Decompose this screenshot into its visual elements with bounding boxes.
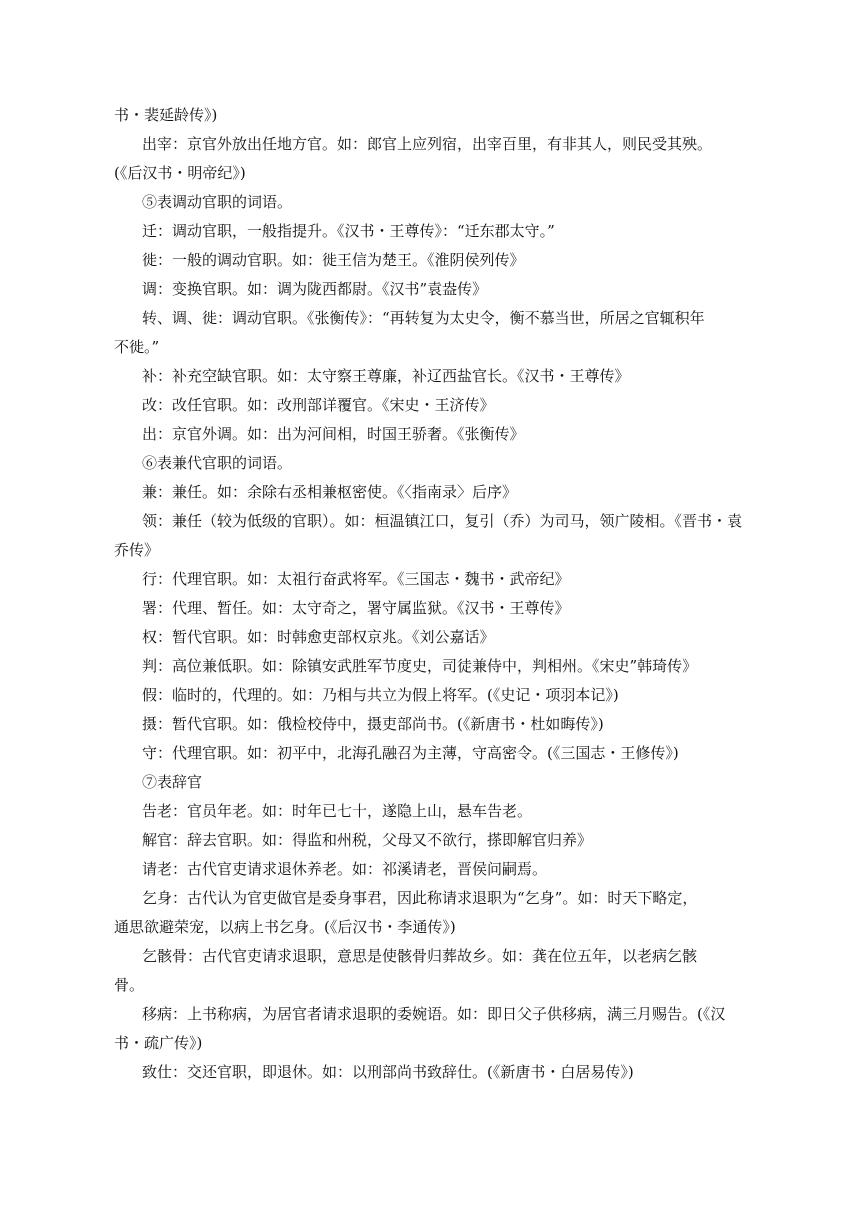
text-line: 行：代理官职。如：太祖行奋武将军。《三国志・魏书・武帝纪》 (142, 570, 570, 588)
text-line: 解官：辞去官职。如：得监和州税，父母又不欲行，搽即解官归养》 (142, 831, 593, 849)
text-line: 徙：一般的调动官职。如：徙王信为楚王。《淮阴侯列传》 (142, 251, 525, 269)
text-line: 迁：调动官职，一般指提升。《汉书・王尊传》：“迁东郡太守。” (142, 222, 555, 240)
text-line: 出宰：京官外放出任地方官。如：郎官上应列宿，出宰百里，有非其人，则民受其殃。 (142, 135, 713, 153)
section-heading: ⑤表调动官职的词语。 (142, 193, 293, 211)
text-line: 权：暂代官职。如：时韩愈吏部权京兆。《刘公嘉话》 (142, 628, 495, 646)
text-line: 署：代理、暂任。如：太守奇之，署守属监狱。《汉书・王尊传》 (142, 599, 570, 617)
text-line: 请老：古代官吏请求退休养老。如：祁溪请老，晋侯问嗣焉。 (142, 860, 548, 878)
text-line: (《后汉书・明帝纪》) (114, 164, 246, 182)
text-line: 改：改任官职。如：改刑部详覆官。《宋史・王济传》 (142, 396, 495, 414)
text-line: 骨。 (114, 976, 145, 994)
text-line: 守：代理官职。如：初平中，北海孔融召为主薄，守高密令。(《三国志・王修传》) (142, 744, 679, 762)
text-line: 转、调、徙：调动官职。《张衡传》：“再转复为太史令，衡不慕当世，所居之官辄积年 (142, 309, 705, 327)
text-line: 假：临时的，代理的。如：乃相与共立为假上将军。(《史记・项羽本记》) (142, 686, 619, 704)
text-line: 乞骸骨：古代官吏请求退职，意思是使骸骨归葬故乡。如：龚在位五年，以老病乞骸 (142, 947, 698, 965)
text-line: 兼：兼任。如：余除右丞相兼枢密使。《〈指南录〉后序》 (142, 483, 518, 501)
text-line: 通思欲避荣宠，以病上书乞身。(《后汉书・李通传》) (114, 918, 456, 936)
text-line: 移病：上书称病，为居官者请求退职的委婉语。如：即日父子供移病，满三月赐告。(《汉 (142, 1005, 726, 1023)
text-line: 乞身：古代认为官吏做官是委身事君，因此称请求退职为“乞身”。如：时天下略定， (142, 889, 698, 907)
text-line: 书・疏广传》) (114, 1034, 203, 1052)
text-line: 书・裴延龄传》) (114, 106, 218, 124)
text-line: 摄：暂代官职。如：俄检校侍中，摄吏部尚书。(《新唐书・杜如晦传》) (142, 715, 604, 733)
text-line: 补：补充空缺官职。如：太守察王尊廉，补辽西盐官长。《汉书・王尊传》 (142, 367, 630, 385)
text-line: 不徙。” (114, 338, 160, 356)
text-line: 乔传》 (114, 541, 160, 559)
section-heading: ⑥表兼代官职的词语。 (142, 454, 293, 472)
text-line: 告老：官员年老。如：时年已七十，遂隐上山，悬车告老。 (142, 802, 533, 820)
text-line: 判：高位兼低职。如：除镇安武胜军节度史，司徒兼侍中，判相州。《宋史”韩琦传》 (142, 657, 698, 675)
text-line: 调：变换官职。如：调为陇西都尉。《汉书”袁盎传》 (142, 280, 488, 298)
section-heading: ⑦表辞官 (142, 773, 203, 791)
text-line: 出：京官外调。如：出为河间相，时国王骄奢。《张衡传》 (142, 425, 525, 443)
text-line: 领：兼任（较为低级的官职）。如：桓温镇江口，复引（乔）为司马，领广陵相。《晋书・袁 (142, 512, 743, 530)
text-line: 致仕：交还官职，即退休。如：以刑部尚书致辞仕。(《新唐书・白居易传》) (142, 1063, 634, 1081)
